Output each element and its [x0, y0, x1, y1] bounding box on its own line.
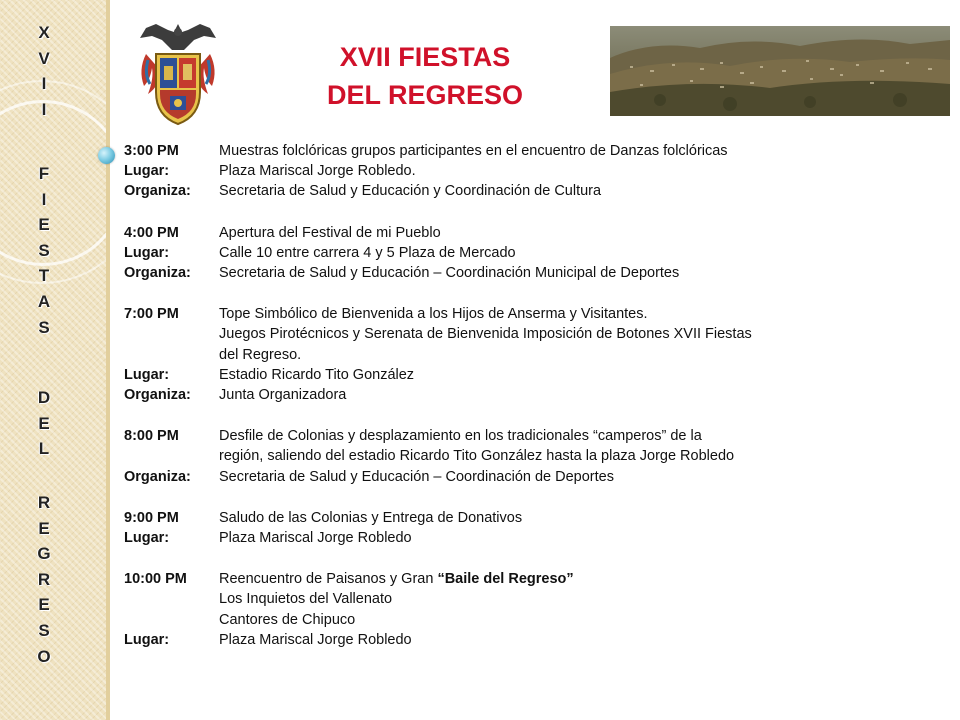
event-organiza-row: [124, 263, 944, 283]
organiza-value: Secretaria de Salud y Educación – Coordinación Municipal de Deportes: [219, 265, 680, 282]
event-time: 10:00 PM: [124, 571, 187, 588]
vertical-letter: T: [38, 266, 50, 286]
organiza-value: Secretaria de Salud y Educación – Coordinación de Deportes: [219, 468, 614, 485]
vertical-letter: E: [38, 215, 50, 235]
event-time: 9:00 PM: [124, 509, 179, 526]
lugar-value: Estadio Ricardo Tito González: [219, 366, 415, 383]
vertical-word-fiestas: [0, 161, 88, 340]
event-description: [219, 569, 944, 589]
event-description: Desfile de Colonias y desplazamiento en los tradicionales “camperos” de la: [219, 428, 702, 445]
vertical-letter: D: [37, 388, 51, 407]
event-time-row: [124, 141, 944, 161]
lugar-label: Lugar:: [124, 163, 170, 180]
lugar-value: Plaza Mariscal Jorge Robledo: [219, 631, 412, 648]
event-description-row: [124, 345, 944, 365]
organiza-value: Junta Organizadora: [219, 387, 347, 404]
vertical-letter: V: [38, 48, 50, 68]
event-description-text: Reencuentro de Paisanos y Gran: [219, 571, 438, 588]
title-line-2: DEL REGRESO: [326, 80, 524, 110]
page-title: [300, 38, 550, 114]
event-time-row: [124, 304, 944, 324]
event-organiza-row: [124, 385, 944, 405]
vertical-letter: E: [38, 518, 50, 538]
sidebar-edge: [106, 0, 110, 720]
event-organiza-row: [124, 181, 944, 201]
event-time-row: [124, 223, 944, 243]
vertical-letter: E: [38, 595, 50, 615]
event-time-row: [124, 569, 944, 589]
vertical-letter: G: [37, 544, 51, 564]
lugar-value: Plaza Mariscal Jorge Robledo.: [219, 163, 416, 180]
event-description: del Regreso.: [219, 346, 302, 363]
organiza-value: Secretaria de Salud y Educación y Coordinación de Cultura: [219, 183, 602, 200]
vertical-word-regreso: [0, 490, 88, 669]
lugar-value: Plaza Mariscal Jorge Robledo: [219, 530, 412, 547]
vertical-letter: A: [37, 291, 51, 311]
event-description-highlight: “Baile del Regreso”: [437, 571, 574, 588]
lugar-value: Calle 10 entre carrera 4 y 5 Plaza de Mercado: [219, 244, 516, 261]
vertical-letter: R: [37, 493, 51, 512]
lugar-label: Lugar:: [124, 366, 170, 383]
event-time: 4:00 PM: [124, 224, 179, 241]
event-lugar-row: [124, 243, 944, 263]
schedule: [124, 141, 944, 650]
event-description-row: [124, 610, 944, 630]
event-lugar-row: [124, 528, 944, 548]
vertical-letter: L: [38, 439, 50, 459]
event-time: 8:00 PM: [124, 428, 179, 445]
lugar-label: Lugar:: [124, 631, 170, 648]
event-description: Muestras folclóricas grupos participantes en el encuentro de Danzas folclóricas: [219, 143, 728, 159]
vertical-letter: I: [41, 189, 47, 209]
vertical-letter: F: [38, 164, 50, 183]
vertical-letter: X: [38, 23, 50, 42]
event-description: Los Inquietos del Vallenato: [219, 591, 393, 608]
event-lugar-row: [124, 365, 944, 385]
lugar-label: Lugar:: [124, 530, 170, 547]
vertical-letter: E: [38, 413, 50, 433]
organiza-label: Organiza:: [124, 468, 191, 485]
event-time-row: [124, 508, 944, 528]
event-description: Juegos Pirotécnicos y Serenata de Bienvenida Imposición de Botones XVII Fiestas: [219, 326, 752, 343]
event-description-row: [124, 589, 944, 609]
bullet-icon: [98, 147, 115, 164]
organiza-label: Organiza:: [124, 183, 191, 200]
vertical-word-del: [0, 385, 88, 462]
event-description: región, saliendo del estadio Ricardo Tito González hasta la plaza Jorge Robledo: [219, 448, 735, 465]
vertical-letter: S: [38, 317, 50, 337]
event-description: Apertura del Festival de mi Pueblo: [219, 224, 441, 241]
event-time: 7:00 PM: [124, 306, 179, 323]
event-description: Cantores de Chipuco: [219, 611, 356, 628]
title-line-1: XVII FIESTAS: [339, 42, 511, 72]
event-time: 3:00 PM: [124, 143, 179, 159]
event-time-row: [124, 426, 944, 446]
vertical-letter: R: [37, 569, 51, 589]
vertical-letter: I: [41, 99, 47, 119]
vertical-letter: S: [38, 240, 50, 260]
organiza-label: Organiza:: [124, 387, 191, 404]
lugar-label: Lugar:: [124, 244, 170, 261]
vertical-letter: O: [37, 646, 51, 666]
organiza-label: Organiza:: [124, 265, 191, 282]
event-lugar-row: [124, 630, 944, 650]
vertical-letter: I: [41, 74, 47, 94]
vertical-letter: S: [38, 620, 50, 640]
coat-of-arms-icon: [138, 20, 218, 132]
sidebar-banner: [0, 0, 106, 720]
event-description: Saludo de las Colonias y Entrega de Donativos: [219, 509, 523, 526]
town-landscape-photo: [610, 26, 950, 116]
event-description-row: [124, 324, 944, 344]
event-description-row: [124, 446, 944, 466]
event-organiza-row: [124, 467, 944, 487]
vertical-word-xvii: [0, 20, 88, 122]
event-description: Tope Simbólico de Bienvenida a los Hijos de Anserma y Visitantes.: [219, 306, 648, 323]
event-lugar-row: [124, 161, 944, 181]
